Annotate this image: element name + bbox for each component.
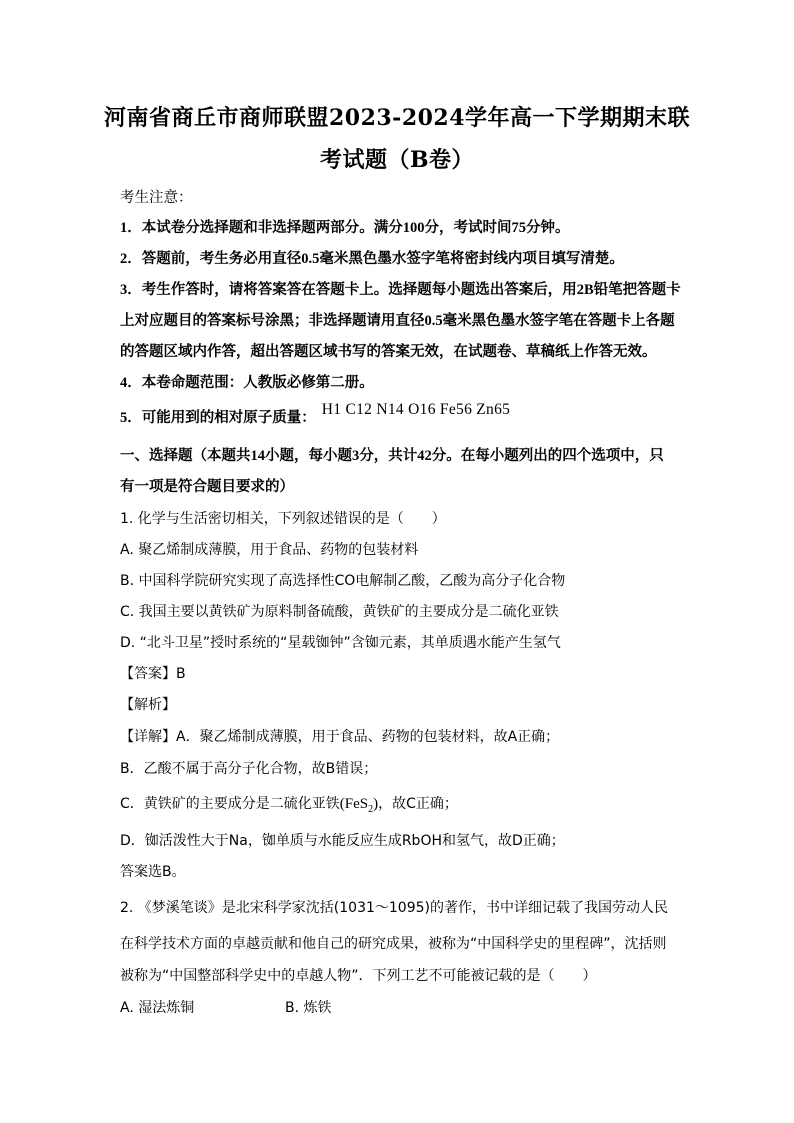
q1-answer: 【答案】B — [120, 666, 186, 682]
section-1-heading-cont: 有一项是符合题目要求的） — [120, 479, 294, 495]
notice-item-3: 3．考生作答时，请将答案答在答题卡上。选择题每小题选出答案后，用2B铅笔把答题卡 — [120, 282, 681, 298]
q1-detail-d: D．铷活泼性大于Na，铷单质与水能反应生成RbOH和氢气，故D正确； — [120, 833, 565, 849]
notice-item-2: 2．答题前，考生务必用直径0.5毫米黑色墨水签字笔将密封线内项目填写清楚。 — [120, 251, 624, 267]
q1-option-b: B. 中国科学院研究实现了高选择性CO电解制乙酸，乙酸为高分子化合物 — [120, 573, 566, 589]
exam-title-line2: 考试题（B卷） — [319, 147, 475, 173]
q2-stem-line2: 在科学技术方面的卓越贡献和他自己的研究成果，被称为“中国科学史的里程碑”，沈括则 — [120, 936, 667, 952]
q1-analysis-label: 【解析】 — [120, 697, 176, 713]
q1-detail-c — [120, 794, 680, 820]
notice-heading: 考生注意： — [120, 190, 193, 206]
notice-item-3-cont2: 的答题区域内作答，超出答题区域书写的答案无效，在试题卷、草稿纸上作答无效。 — [120, 344, 657, 360]
q1-stem: 1. 化学与生活密切相关，下列叙述错误的是（ ） — [120, 511, 446, 527]
q1-option-c: C. 我国主要以黄铁矿为原料制备硫酸，黄铁矿的主要成分是二硫化亚铁 — [120, 604, 559, 620]
q2-option-b: B. 炼铁 — [285, 1000, 332, 1016]
q1-detail-c-text: C．黄铁矿的主要成分是二硫化亚铁 — [120, 796, 340, 812]
notice-item-5 — [120, 401, 680, 428]
q1-detail-b: B．乙酸不属于高分子化合物，故B错误； — [120, 761, 378, 777]
fes2-subscript: 2 — [368, 804, 374, 815]
section-1-heading: 一、选择题（本题共14小题，每小题3分，共计42分。在每小题列出的四个选项中，只 — [120, 448, 664, 464]
q1-detail-a: 【详解】A．聚乙烯制成薄膜，用于食品、药物的包装材料，故A正确； — [120, 729, 560, 745]
q1-detail-c-end: ，故C正确； — [378, 796, 458, 812]
q1-option-a: A. 聚乙烯制成薄膜，用于食品、药物的包装材料 — [120, 542, 419, 558]
fes2-formula: (FeS$_2$) — [339, 796, 379, 815]
notice-item-1: 1．本试卷分选择题和非选择题两部分。满分100分，考试时间75分钟。 — [120, 220, 570, 236]
q2-stem-line3: 被称为“中国整部科学史中的卓越人物”．下列工艺不可能被记载的是（ ） — [120, 968, 597, 984]
fes2-symbol: FeS — [344, 796, 369, 812]
notice-item-4: 4．本卷命题范围：人教版必修第二册。 — [120, 375, 374, 391]
exam-title-line1: 河南省商丘市商师联盟2023-2024学年高一下学期期末联 — [103, 105, 691, 131]
q2-option-a: A. 湿法炼铜 — [120, 1000, 195, 1016]
atomic-masses: H1 C12 N14 O16 Fe56 Zn65 — [321, 401, 511, 418]
notice-item-3-cont1: 上对应题目的答案标号涂黑；非选择题请用直径0.5毫米黑色墨水签字笔在答题卡上各题 — [120, 313, 675, 329]
q1-conclusion: 答案选B。 — [120, 864, 186, 880]
q2-stem-line1: 2. 《梦溪笔谈》是北宋科学家沈括(1031～1095)的著作，书中详细记载了我国劳动人民 — [120, 900, 668, 916]
notice-item-5-label: 5．可能用到的相对原子质量： — [120, 410, 316, 426]
q2-options — [120, 998, 680, 1018]
q1-option-d: D. “北斗卫星”授时系统的“星载铷钟”含铷元素，其单质遇水能产生氢气 — [120, 635, 561, 651]
